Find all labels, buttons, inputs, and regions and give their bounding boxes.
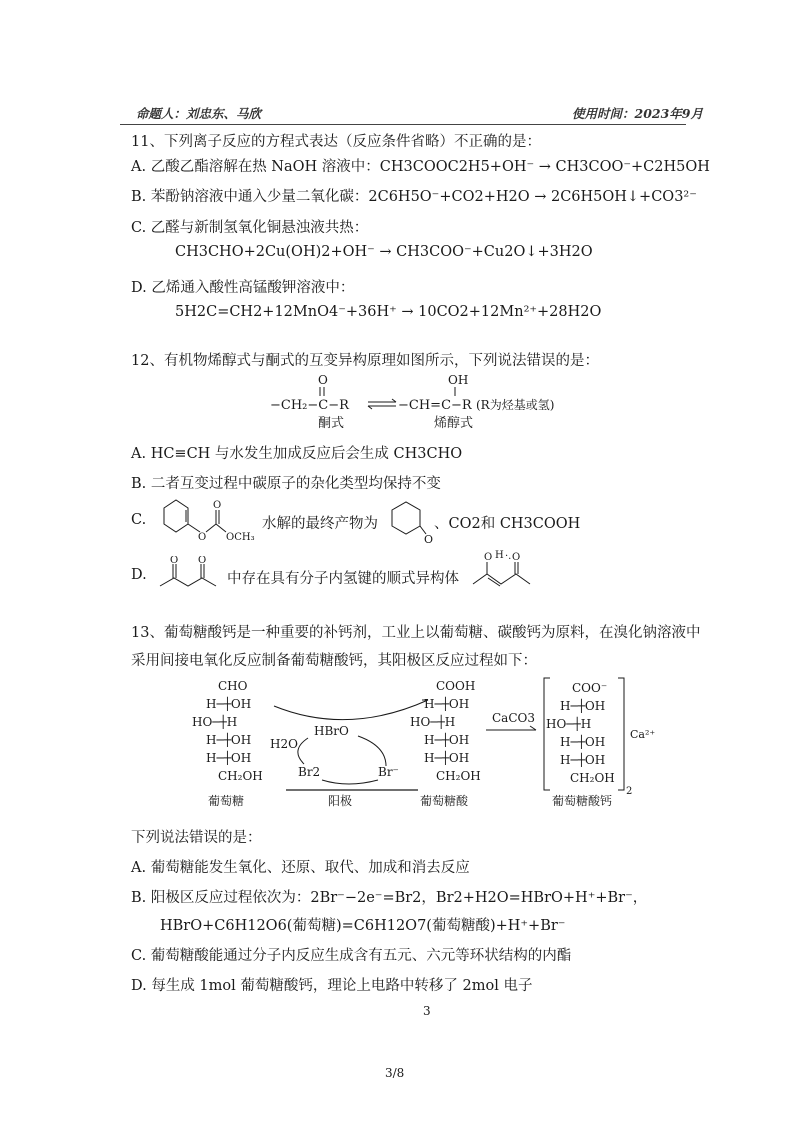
- reduction-arc: [358, 736, 386, 766]
- gluconic-acid-structure: [410, 679, 481, 783]
- acid-ch2oh: CH₂OH: [436, 769, 481, 783]
- cyclohexanone-ring: [392, 502, 420, 534]
- glucose-c4: H─┼OH: [206, 733, 252, 747]
- q13-lead: 下列说法错误的是：: [131, 830, 262, 846]
- salt-ch2oh: CH₂OH: [570, 771, 615, 785]
- q12-c-end: 、CO2和 CH3COOH: [434, 516, 581, 532]
- hbond-dots: ·.: [505, 551, 512, 562]
- q11-stem: 11、下列离子反应的方程式表达（反应条件省略）不正确的是：: [131, 134, 541, 150]
- salt-c3: HO─┼H: [546, 717, 592, 731]
- q12-option-b: B. 二者互变过程中碳原子的杂化类型均保持不变: [131, 476, 441, 492]
- r-group-note: (R为烃基或氢): [476, 398, 555, 412]
- q11-option-b: [131, 185, 697, 206]
- enol-hbond-structure: [468, 548, 548, 594]
- cyclohexenyl-acetate-structure: [150, 494, 270, 544]
- ester-o-atom: O: [198, 532, 207, 543]
- calcium-gluconate-label: 葡萄糖酸钙: [552, 794, 613, 808]
- q11-d-equation: 5H2C=CH2+12MnO4⁻+36H⁺ → 10CO2+12Mn²⁺+28H2O: [175, 304, 602, 320]
- q13-stem-line-2: 采用间接电氧化反应制备葡萄糖酸钙，其阳极区反应过程如下：: [131, 653, 537, 669]
- o-ch3-bond: [216, 524, 226, 532]
- q11-option-c: C. 乙醛与新制氢氧化铜悬浊液共热：: [131, 220, 369, 236]
- calcium-ion: Ca²⁺: [630, 728, 656, 741]
- cyclohexene-ring: [164, 500, 188, 532]
- q13-stem-line-1: 13、葡萄糖酸钙是一种重要的补钙剂，工业上以葡萄糖、碳酸钙为原料，在溴化钠溶液中: [131, 625, 701, 641]
- q12-d-mid: 中存在具有分子内氢键的顺式异构体: [227, 571, 459, 587]
- carbonyl-o-atom: O: [213, 500, 222, 511]
- caco3-label: CaCO3: [492, 711, 535, 725]
- q13-option-c: C. 葡萄糖酸能通过分子内反应生成含有五元、六元等环状结构的内酯: [131, 948, 572, 964]
- q11-option-d: D. 乙烯通入酸性高锰酸钾溶液中：: [131, 280, 355, 296]
- glucose-structure: [192, 679, 263, 783]
- right-bracket: [618, 678, 624, 790]
- enol-name: 烯醇式: [434, 416, 474, 430]
- keto-formula: −CH₂−C−R: [270, 398, 349, 413]
- keto-o-atom: O: [318, 373, 328, 387]
- glucose-c3: HO─┼H: [192, 715, 238, 729]
- salt-c5: H─┼OH: [560, 753, 606, 767]
- glucose-ch2oh: CH₂OH: [218, 769, 263, 783]
- glucose-cho: CHO: [218, 679, 248, 693]
- q12-c-label: C.: [131, 512, 147, 528]
- q11-b-label: B. 苯酚钠溶液中通入少量二氧化碳：: [131, 189, 369, 205]
- keto-name: 酮式: [318, 416, 345, 430]
- q11-option-a: [131, 155, 710, 176]
- q13-option-d: D. 每生成 1mol 葡萄糖酸钙，理论上电路中转移了 2mol 电子: [131, 978, 533, 994]
- hbro-label: HBrO: [314, 724, 349, 738]
- acid-cooh: COOH: [436, 679, 476, 693]
- oxidation-arc: [274, 700, 428, 720]
- acid-c4: H─┼OH: [424, 733, 470, 747]
- q13-option-b-line-1: B. 阳极区反应过程依次为：2Br⁻−2e⁻=Br2，Br2+H2O=HBrO+H⁺+Br⁻，: [131, 890, 648, 906]
- header-time: 使用时间：2023年9月: [572, 106, 703, 121]
- q13-option-a: A. 葡萄糖能发生氧化、还原、取代、加成和消去反应: [131, 860, 470, 876]
- h2o-label: H2O: [270, 737, 298, 751]
- glucose-c5: H─┼OH: [206, 751, 252, 765]
- salt-coo: COO⁻: [572, 681, 608, 695]
- br2-label: Br2: [298, 765, 321, 779]
- anode-oxidation-arc: [322, 780, 378, 784]
- q11-b-equation: 2C6H5O⁻+CO2+H2O → 2C6H5OH↓+CO3²⁻: [368, 189, 697, 205]
- c4-o-atom: O: [198, 556, 207, 566]
- c2-o-atom: O: [170, 556, 179, 566]
- q12-d-label: D.: [131, 567, 147, 583]
- c-o-bond: [188, 524, 200, 532]
- subscript-two: 2: [626, 786, 633, 797]
- ketone-o-atom: O: [424, 533, 434, 544]
- enol-oh-group: OH: [448, 373, 469, 387]
- keto-enol-equilibrium-diagram: [266, 372, 586, 430]
- diketone-chain: [160, 578, 216, 586]
- gluconate-process-diagram: [178, 676, 678, 816]
- caco3-arrowhead: [530, 726, 536, 730]
- page-number: 3: [423, 1004, 431, 1018]
- calcium-gluconate-structure: [546, 681, 615, 785]
- q11-a-label: A. 乙酸乙酯溶解在热 NaOH 溶液中：: [131, 159, 380, 175]
- hbond-h-atom: H: [495, 550, 504, 561]
- page-of-total: 3/8: [385, 1066, 405, 1080]
- salt-c2: H─┼OH: [560, 699, 606, 713]
- acid-c5: H─┼OH: [424, 751, 470, 765]
- hydrolysis-arc: [298, 738, 308, 764]
- enol-formula: −CH=C−R: [398, 398, 472, 413]
- o-c-bond: [206, 524, 216, 532]
- br-minus-label: Br⁻: [378, 765, 399, 779]
- q11-c-equation: CH3CHO+2Cu(OH)2+OH⁻ → CH3COO⁻+Cu2O↓+3H2O: [175, 244, 593, 260]
- left-bracket: [544, 678, 550, 790]
- pentanedione-structure: [156, 556, 226, 596]
- q12-option-a: A. HC≡CH 与水发生加成反应后会生成 CH3CHO: [131, 446, 463, 462]
- cyclohexanone-structure: [386, 498, 436, 544]
- hbond-o-atom-2: O: [512, 552, 521, 563]
- hbond-o-atom-1: O: [484, 552, 493, 563]
- salt-c4: H─┼OH: [560, 735, 606, 749]
- anode-label: 阳极: [328, 794, 353, 808]
- q13-option-b-line-2: HBrO+C6H12O6(葡萄糖)=C6H12O7(葡萄糖酸)+H⁺+Br⁻: [160, 918, 566, 934]
- header-rule: [120, 124, 686, 125]
- acid-c3: HO─┼H: [410, 715, 456, 729]
- enol-chain: [473, 574, 530, 584]
- header-authors: 命题人：刘忠东、马欣: [136, 106, 262, 121]
- q11-a-equation: CH3COOC2H5+OH⁻ → CH3COO⁻+C2H5OH: [379, 159, 710, 175]
- ch3-group: OCH₃: [226, 532, 255, 543]
- q12-c-mid: 水解的最终产物为: [262, 516, 378, 532]
- glucose-c2: H─┼OH: [206, 697, 252, 711]
- glucose-label: 葡萄糖: [208, 794, 245, 808]
- gluconic-acid-label: 葡萄糖酸: [420, 794, 469, 808]
- acid-c2: H─┼OH: [424, 697, 470, 711]
- q12-stem: 12、有机物烯醇式与酮式的互变异构原理如图所示，下列说法错误的是：: [131, 353, 599, 369]
